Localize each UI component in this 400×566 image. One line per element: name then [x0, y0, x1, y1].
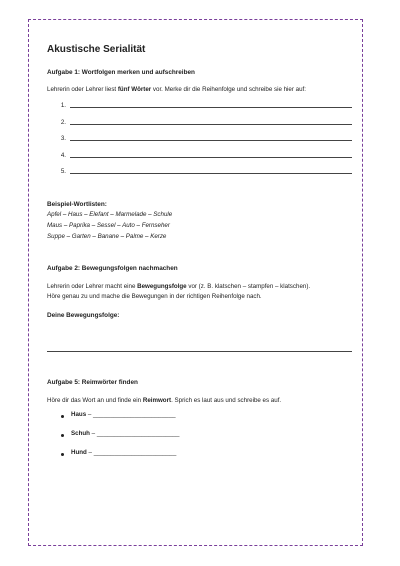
answer-line-2[interactable]	[70, 124, 352, 125]
rhyme-item-1[interactable]	[71, 411, 176, 418]
task1-instruction-post: vor. Merke dir die Reihenfolge und schreibe sie hier auf:	[151, 86, 306, 93]
rhyme-word: Schuh	[71, 430, 90, 437]
task2-instruction-line2: Höre genau zu und mache die Bewegungen in der richtigen Reihenfolge nach.	[47, 293, 262, 300]
task2-heading: Aufgabe 2: Bewegungsfolgen nachmachen	[47, 265, 178, 272]
task5-instruction-post: . Sprich es laut aus und schreibe es auf.	[171, 397, 282, 404]
examples-heading: Beispiel-Wortlisten:	[47, 201, 107, 208]
answer-number-5: 5.	[60, 168, 66, 175]
task1-heading: Aufgabe 1: Wortfolgen merken und aufschreiben	[47, 69, 195, 76]
rhyme-item-2[interactable]	[71, 430, 179, 437]
example-list-1: Apfel – Haus – Elefant – Marmelade – Schule	[47, 211, 173, 218]
movement-answer-line[interactable]	[47, 351, 352, 352]
answer-number-3: 3.	[60, 135, 66, 142]
task2-instruction-post: vor (z. B. klatschen – stampfen – klatschen).	[186, 283, 311, 290]
answer-line-5[interactable]	[70, 173, 352, 174]
rhyme-word: Hund	[71, 449, 87, 456]
task1-instruction-bold: fünf Wörter	[117, 86, 152, 93]
answer-number-2: 2.	[60, 119, 66, 126]
rhyme-item-3[interactable]	[71, 449, 176, 456]
bullet-icon	[61, 453, 64, 456]
task5-instruction	[47, 397, 281, 404]
answer-line-1[interactable]	[70, 107, 352, 108]
task5-heading: Aufgabe 5: Reimwörter finden	[47, 379, 138, 386]
page-title: Akustische Serialität	[47, 44, 146, 55]
rhyme-word: Haus	[71, 411, 87, 418]
answer-line-3[interactable]	[70, 140, 352, 141]
movement-label: Deine Bewegungsfolge:	[47, 312, 120, 319]
rhyme-blank: – ________________________	[87, 411, 176, 418]
task2-instruction-bold: Bewegungsfolge	[137, 283, 187, 290]
answer-number-4: 4.	[60, 152, 66, 159]
task2-instruction-pre: Lehrerin oder Lehrer macht eine	[47, 283, 138, 290]
answer-number-1: 1.	[60, 102, 66, 109]
example-list-3: Suppe – Garten – Banane – Palme – Kerze	[47, 233, 167, 240]
task5-instruction-pre: Höre dir das Wort an und finde ein	[47, 397, 143, 404]
example-list-2: Maus – Paprika – Sessel – Auto – Fernseher	[47, 222, 170, 229]
task1-instruction-pre: Lehrerin oder Lehrer liest	[47, 86, 118, 93]
rhyme-blank: – ________________________	[88, 449, 177, 456]
task5-instruction-bold: Reimwort	[142, 397, 172, 404]
rhyme-blank: – ________________________	[91, 430, 180, 437]
bullet-icon	[61, 415, 64, 418]
bullet-icon	[61, 434, 64, 437]
task2-instruction	[47, 283, 310, 290]
answer-line-4[interactable]	[70, 157, 352, 158]
task1-instruction	[47, 86, 306, 93]
